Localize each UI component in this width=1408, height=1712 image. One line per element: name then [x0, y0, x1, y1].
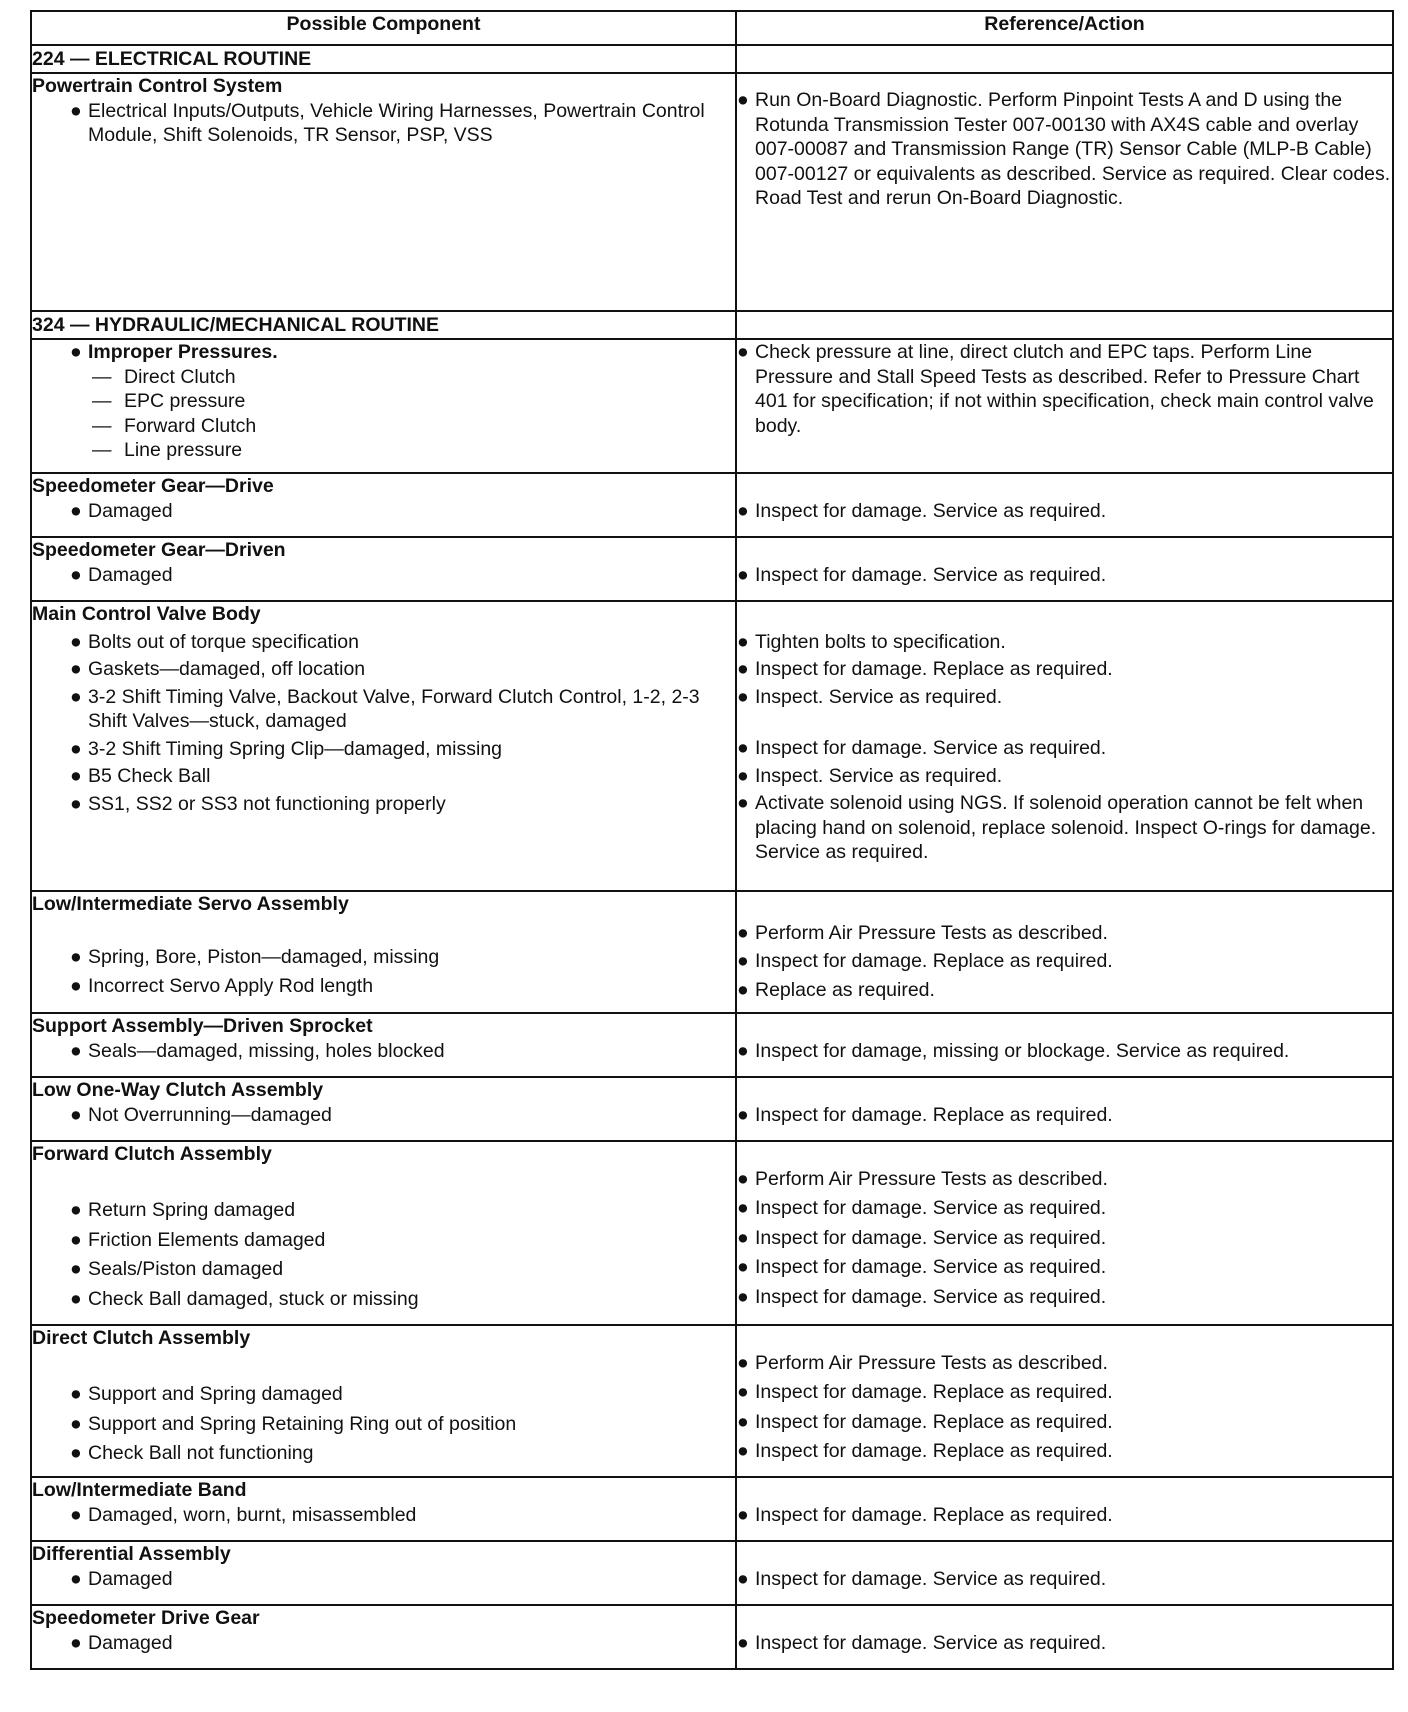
bullet-icon: ●	[737, 792, 749, 814]
sub-item-text: Forward Clutch	[124, 414, 257, 437]
list-item	[32, 945, 735, 970]
table-row	[31, 1325, 1393, 1477]
action-text: Inspect. Service as required.	[755, 764, 1003, 787]
bullet-icon: ●	[70, 563, 82, 586]
sub-item	[32, 389, 735, 414]
list-item	[32, 1103, 735, 1128]
bullet-icon: ●	[737, 630, 749, 653]
dash-icon: —	[92, 439, 112, 461]
action-text: Perform Air Pressure Tests as described.	[755, 1167, 1108, 1190]
component-cell	[31, 1477, 736, 1541]
item-text: Support and Spring damaged	[88, 1383, 343, 1405]
table-row	[31, 601, 1393, 891]
dash-icon: —	[92, 390, 112, 412]
component-cell	[31, 537, 736, 601]
action-text: Inspect for damage. Service as required.	[755, 1256, 1107, 1278]
sub-item-text: EPC pressure	[124, 390, 246, 412]
diagnosis-table	[30, 10, 1394, 1670]
component-title: Speedometer Gear—Driven	[32, 539, 286, 561]
sub-item-text: Line pressure	[124, 439, 243, 461]
bullet-icon: ●	[737, 1103, 749, 1126]
list-item	[32, 657, 735, 682]
action-item	[737, 1103, 1392, 1128]
empty-cell	[736, 45, 1393, 73]
list-item	[32, 340, 735, 365]
bullet-icon: ●	[737, 978, 749, 1001]
action-text: Inspect for damage. Replace as required.	[755, 1503, 1113, 1526]
action-item	[737, 1226, 1392, 1251]
table-row	[31, 891, 1393, 1013]
bullet-icon: ●	[737, 1167, 749, 1190]
action-item	[737, 1439, 1392, 1464]
item-text: SS1, SS2 or SS3 not functioning properly	[88, 792, 446, 815]
bullet-icon: ●	[737, 499, 749, 522]
bullet-icon: ●	[737, 1567, 749, 1590]
list-item	[32, 1382, 735, 1407]
bullet-icon: ●	[737, 1381, 749, 1403]
routine-title: 324 — HYDRAULIC/MECHANICAL ROUTINE	[31, 311, 736, 339]
component-title: Main Control Valve Body	[32, 603, 261, 625]
list-item	[32, 1503, 735, 1528]
action-item	[737, 88, 1392, 211]
list-item	[32, 1441, 735, 1466]
component-cell	[31, 473, 736, 537]
action-item	[737, 1196, 1392, 1221]
table-row	[31, 1605, 1393, 1669]
list-item	[32, 764, 735, 789]
action-text: Run On-Board Diagnostic. Perform Pinpoint Tests A and D using the Rotunda Transmission Tester 007-00130 with AX4S cable and overlay 007-00087 and Transmission Range (TR) Sensor Cable (MLP-B Cable) 007-00127 or equivalents as described. Service as required. Clear codes. Road Test and rerun On-Board Diagnostic.	[755, 89, 1391, 209]
bullet-icon: ●	[70, 685, 82, 708]
bullet-icon: ●	[737, 921, 749, 944]
bullet-icon: ●	[70, 1442, 82, 1464]
bullet-icon: ●	[737, 658, 749, 680]
item-text: Return Spring damaged	[88, 1199, 296, 1221]
list-item	[32, 1287, 735, 1312]
action-item	[737, 1503, 1392, 1528]
table-row	[31, 1141, 1393, 1325]
list-item	[32, 737, 735, 762]
bullet-icon: ●	[737, 1351, 749, 1374]
column-header-action: Reference/Action	[736, 11, 1393, 45]
list-item	[32, 1412, 735, 1437]
item-text: Incorrect Servo Apply Rod length	[88, 974, 374, 997]
table-row	[31, 537, 1393, 601]
bullet-icon: ●	[70, 1287, 82, 1310]
component-cell	[31, 1605, 736, 1669]
item-text: Not Overrunning—damaged	[88, 1103, 332, 1126]
bullet-icon: ●	[70, 1631, 82, 1654]
item-text: Electrical Inputs/Outputs, Vehicle Wiring Harnesses, Powertrain Control Module, Shift Solenoids, TR Sensor, PSP, VSS	[88, 99, 705, 146]
action-text: Inspect for damage. Service as required.	[755, 1226, 1107, 1249]
item-text: B5 Check Ball	[88, 765, 211, 787]
component-title: Speedometer Gear—Drive	[32, 475, 274, 497]
item-text: 3-2 Shift Timing Spring Clip—damaged, missing	[88, 737, 503, 760]
action-item	[737, 1351, 1392, 1376]
item-text: Damaged	[88, 499, 173, 522]
action-cell	[736, 1325, 1393, 1477]
bullet-icon: ●	[737, 1503, 749, 1526]
table-row	[31, 1013, 1393, 1077]
routine-row-electrical	[31, 45, 1393, 73]
action-text: Inspect for damage. Replace as required.	[755, 1440, 1113, 1462]
component-cell	[31, 339, 736, 473]
action-item	[737, 499, 1392, 524]
component-title: Support Assembly—Driven Sprocket	[32, 1015, 373, 1037]
action-cell	[736, 1077, 1393, 1141]
sub-item	[32, 414, 735, 439]
bullet-icon: ●	[737, 1285, 749, 1308]
action-item	[737, 563, 1392, 588]
list-item	[32, 685, 735, 734]
bullet-icon: ●	[70, 1567, 82, 1590]
bullet-icon: ●	[737, 1256, 749, 1278]
action-cell	[736, 537, 1393, 601]
bullet-icon: ●	[70, 1383, 82, 1405]
action-cell	[736, 473, 1393, 537]
action-item	[737, 1167, 1392, 1192]
list-item	[32, 792, 735, 817]
sub-item	[32, 365, 735, 390]
action-text: Inspect. Service as required.	[755, 685, 1003, 708]
item-text: 3-2 Shift Timing Valve, Backout Valve, Forward Clutch Control, 1-2, 2-3 Shift Valves—stuck, damaged	[88, 685, 700, 732]
list-item	[32, 1198, 735, 1223]
action-text: Replace as required.	[755, 978, 935, 1001]
empty-cell	[736, 311, 1393, 339]
action-cell	[736, 1141, 1393, 1325]
bullet-icon: ●	[737, 764, 749, 787]
item-text: Damaged, worn, burnt, misassembled	[88, 1503, 417, 1526]
action-cell	[736, 1541, 1393, 1605]
component-cell	[31, 73, 736, 311]
action-item	[737, 1255, 1392, 1280]
bullet-icon: ●	[70, 341, 82, 363]
item-text: Friction Elements damaged	[88, 1228, 326, 1251]
component-cell	[31, 1141, 736, 1325]
bullet-icon: ●	[737, 1631, 749, 1654]
action-item	[737, 685, 1392, 710]
action-item	[737, 1285, 1392, 1310]
component-cell	[31, 891, 736, 1013]
list-item	[32, 1257, 735, 1282]
bullet-icon: ●	[70, 1039, 82, 1062]
bullet-icon: ●	[70, 737, 82, 760]
table-row	[31, 73, 1393, 311]
action-text: Inspect for damage. Replace as required.	[755, 1103, 1113, 1126]
bullet-icon: ●	[737, 737, 749, 759]
action-cell	[736, 1605, 1393, 1669]
item-text: Damaged	[88, 563, 173, 586]
action-cell	[736, 601, 1393, 891]
table-row	[31, 1477, 1393, 1541]
action-item	[737, 1380, 1392, 1405]
component-title: Low/Intermediate Band	[32, 1479, 247, 1501]
bullet-icon: ●	[70, 1228, 82, 1251]
list-item	[32, 1631, 735, 1656]
sub-item	[32, 438, 735, 463]
column-header-component: Possible Component	[31, 11, 736, 45]
item-text: Check Ball damaged, stuck or missing	[88, 1287, 419, 1310]
item-text: Damaged	[88, 1567, 173, 1590]
action-item	[737, 949, 1392, 974]
action-text: Inspect for damage. Service as required.	[755, 1285, 1107, 1308]
component-cell	[31, 1077, 736, 1141]
bullet-icon: ●	[737, 1410, 749, 1433]
bullet-icon: ●	[70, 974, 82, 997]
bullet-icon: ●	[737, 1039, 749, 1062]
bullet-icon: ●	[70, 792, 82, 815]
list-item	[32, 99, 735, 148]
item-text: Seals/Piston damaged	[88, 1258, 284, 1280]
bullet-icon: ●	[737, 950, 749, 972]
component-title: Low One-Way Clutch Assembly	[32, 1079, 324, 1101]
action-text: Perform Air Pressure Tests as described.	[755, 921, 1108, 944]
action-item	[737, 1039, 1392, 1064]
table-header-row	[31, 11, 1393, 45]
list-item	[32, 499, 735, 524]
bullet-icon: ●	[70, 630, 82, 653]
bullet-icon: ●	[70, 1103, 82, 1126]
component-title: Powertrain Control System	[32, 75, 283, 97]
table-row	[31, 1077, 1393, 1141]
action-item	[737, 764, 1392, 789]
action-text: Inspect for damage. Service as required.	[755, 499, 1107, 522]
list-item	[32, 1228, 735, 1253]
action-item	[737, 340, 1392, 438]
action-text: Perform Air Pressure Tests as described.	[755, 1351, 1108, 1374]
item-text: Gaskets—damaged, off location	[88, 658, 366, 680]
action-text: Inspect for damage, missing or blockage. Service as required.	[755, 1039, 1290, 1062]
routine-title: 224 — ELECTRICAL ROUTINE	[31, 45, 736, 73]
routine-row-hydraulic	[31, 311, 1393, 339]
action-item	[737, 657, 1392, 682]
bullet-icon: ●	[70, 1412, 82, 1435]
component-title: Speedometer Drive Gear	[32, 1607, 260, 1629]
dash-icon: —	[92, 414, 112, 437]
bullet-icon: ●	[70, 765, 82, 787]
bullet-icon: ●	[70, 499, 82, 522]
sub-item-text: Direct Clutch	[124, 365, 236, 388]
bullet-icon: ●	[70, 946, 82, 968]
item-text: Spring, Bore, Piston—damaged, missing	[88, 946, 440, 968]
item-text: Seals—damaged, missing, holes blocked	[88, 1039, 445, 1062]
component-cell	[31, 1541, 736, 1605]
item-text: Check Ball not functioning	[88, 1442, 314, 1464]
bullet-icon: ●	[70, 1503, 82, 1526]
list-item	[32, 563, 735, 588]
list-item	[32, 630, 735, 655]
bullet-icon: ●	[70, 99, 82, 122]
action-text: Inspect for damage. Service as required.	[755, 1197, 1107, 1219]
item-text: Damaged	[88, 1631, 173, 1654]
action-item	[737, 978, 1392, 1003]
list-item	[32, 974, 735, 999]
dash-icon: —	[92, 365, 112, 388]
action-cell	[736, 891, 1393, 1013]
bullet-icon: ●	[737, 1197, 749, 1219]
action-item	[737, 1567, 1392, 1592]
action-text: Inspect for damage. Replace as required.	[755, 658, 1113, 680]
action-item	[737, 736, 1392, 761]
action-text: Tighten bolts to specification.	[755, 630, 1006, 653]
action-text: Inspect for damage. Replace as required.	[755, 1381, 1113, 1403]
item-text: Bolts out of torque specification	[88, 630, 359, 653]
action-item	[737, 1631, 1392, 1656]
table-row	[31, 473, 1393, 537]
list-item	[32, 1039, 735, 1064]
action-text: Inspect for damage. Service as required.	[755, 1567, 1107, 1590]
action-item	[737, 1410, 1392, 1435]
bullet-icon: ●	[737, 1226, 749, 1249]
action-text: Inspect for damage. Service as required.	[755, 1631, 1107, 1654]
component-title: Forward Clutch Assembly	[32, 1143, 272, 1165]
list-item	[32, 1567, 735, 1592]
table-row	[31, 1541, 1393, 1605]
action-item	[737, 630, 1392, 655]
bullet-icon: ●	[737, 1440, 749, 1462]
action-cell	[736, 1013, 1393, 1077]
component-title: Direct Clutch Assembly	[32, 1327, 251, 1349]
bullet-icon: ●	[70, 1199, 82, 1221]
action-cell	[736, 339, 1393, 473]
bullet-icon: ●	[70, 1258, 82, 1280]
action-text: Inspect for damage. Service as required.	[755, 563, 1107, 586]
component-cell	[31, 1013, 736, 1077]
bullet-icon: ●	[70, 658, 82, 680]
component-title: Low/Intermediate Servo Assembly	[32, 893, 349, 915]
action-text: Inspect for damage. Service as required.	[755, 737, 1107, 759]
action-cell	[736, 1477, 1393, 1541]
table-row	[31, 339, 1393, 473]
bullet-icon: ●	[737, 89, 749, 111]
item-text: Improper Pressures.	[88, 341, 278, 363]
component-cell	[31, 1325, 736, 1477]
component-cell	[31, 601, 736, 891]
bullet-icon: ●	[737, 341, 749, 363]
item-text: Support and Spring Retaining Ring out of position	[88, 1412, 517, 1435]
component-title: Differential Assembly	[32, 1543, 231, 1565]
action-text: Activate solenoid using NGS. If solenoid operation cannot be felt when placing hand on solenoid, replace solenoid. Inspect O-rings for damage. Service as required.	[755, 792, 1377, 863]
action-cell	[736, 73, 1393, 311]
bullet-icon: ●	[737, 685, 749, 708]
action-item	[737, 791, 1392, 865]
action-text: Inspect for damage. Replace as required.	[755, 950, 1113, 972]
action-text: Check pressure at line, direct clutch and EPC taps. Perform Line Pressure and Stall Speed Tests as described. Refer to Pressure Chart 401 for specification; if not within specification, check main control valve body.	[755, 341, 1374, 437]
action-item	[737, 921, 1392, 946]
bullet-icon: ●	[737, 563, 749, 586]
action-text: Inspect for damage. Replace as required.	[755, 1410, 1113, 1433]
